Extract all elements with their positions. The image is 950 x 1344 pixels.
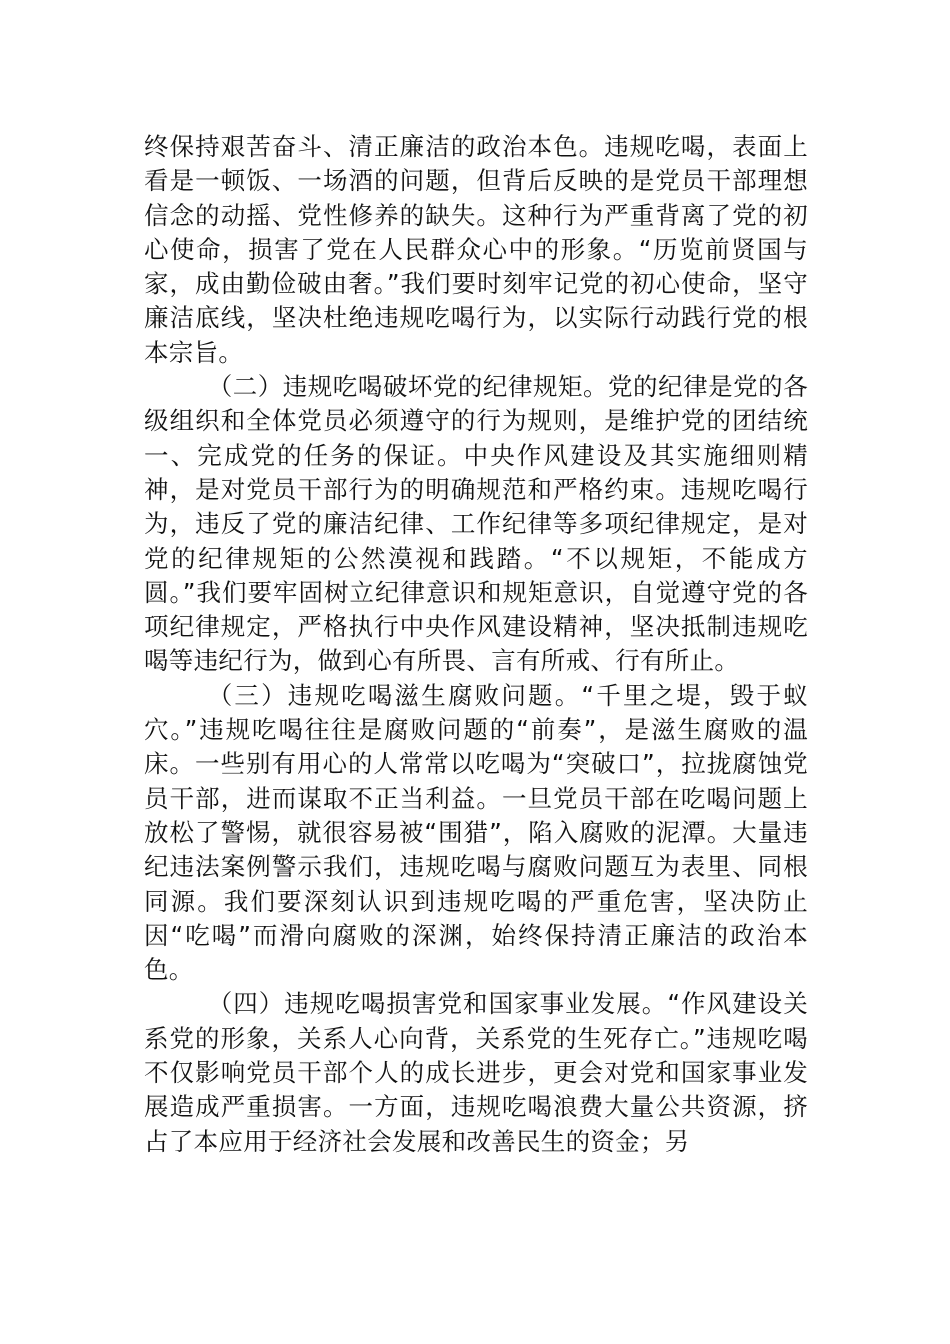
document-body [144,130,808,1159]
paragraph-continuation: 终保持艰苦奋斗、清正廉洁的政治本色。违规吃喝，表面上看是一顿饭、一场酒的问题，但背后反映的是党员干部理想信念的动摇、党性修养的缺失。这种行为严重背离了党的初心使命，损害了党在人民群众心中的形象。“历览前贤国与家，成由勤俭破由奢。”我们要时刻牢记党的初心使命，坚守廉洁底线，坚决杜绝违规吃喝行为，以实际行动践行党的根本宗旨。 [144,132,808,367]
paragraph-section-2: （二）违规吃喝破坏党的纪律规矩。党的纪律是党的各级组织和全体党员必须遵守的行为规则，是维护党的团结统一、完成党的任务的保证。中央作风建设及其实施细则精神，是对党员干部行为的明确规范和严格约束。违规吃喝行为，违反了党的廉洁纪律、工作纪律等多项纪律规定，是对党的纪律规矩的公然漠视和践踏。“不以规矩，不能成方圆。”我们要牢固树立纪律意识和规矩意识，自觉遵守党的各项纪律规定，严格执行中央作风建设精神，坚决抵制违规吃喝等违纪行为，做到心有所畏、言有所戒、行有所止。 [144,372,808,676]
paragraph-section-4: （四）违规吃喝损害党和国家事业发展。“作风建设关系党的形象，关系人心向背，关系党的生死存亡。”违规吃喝不仅影响党员干部个人的成长进步，更会对党和国家事业发展造成严重损害。一方面，违规吃喝浪费大量公共资源，挤占了本应用于经济社会发展和改善民生的资金；另 [144,989,808,1156]
paragraph-section-3: （三）违规吃喝滋生腐败问题。“千里之堤，毁于蚁穴。”违规吃喝往往是腐败问题的“前奏”，是滋生腐败的温床。一些别有用心的人常常以吃喝为“突破口”，拉拢腐蚀党员干部，进而谋取不正当利益。一旦党员干部在吃喝问题上放松了警惕，就很容易被“围猎”，陷入腐败的泥潭。大量违纪违法案例警示我们，违规吃喝与腐败问题互为表里、同根同源。我们要深刻认识到违规吃喝的严重危害，坚决防止因“吃喝”而滑向腐败的深渊，始终保持清正廉洁的政治本色。 [144,680,808,985]
